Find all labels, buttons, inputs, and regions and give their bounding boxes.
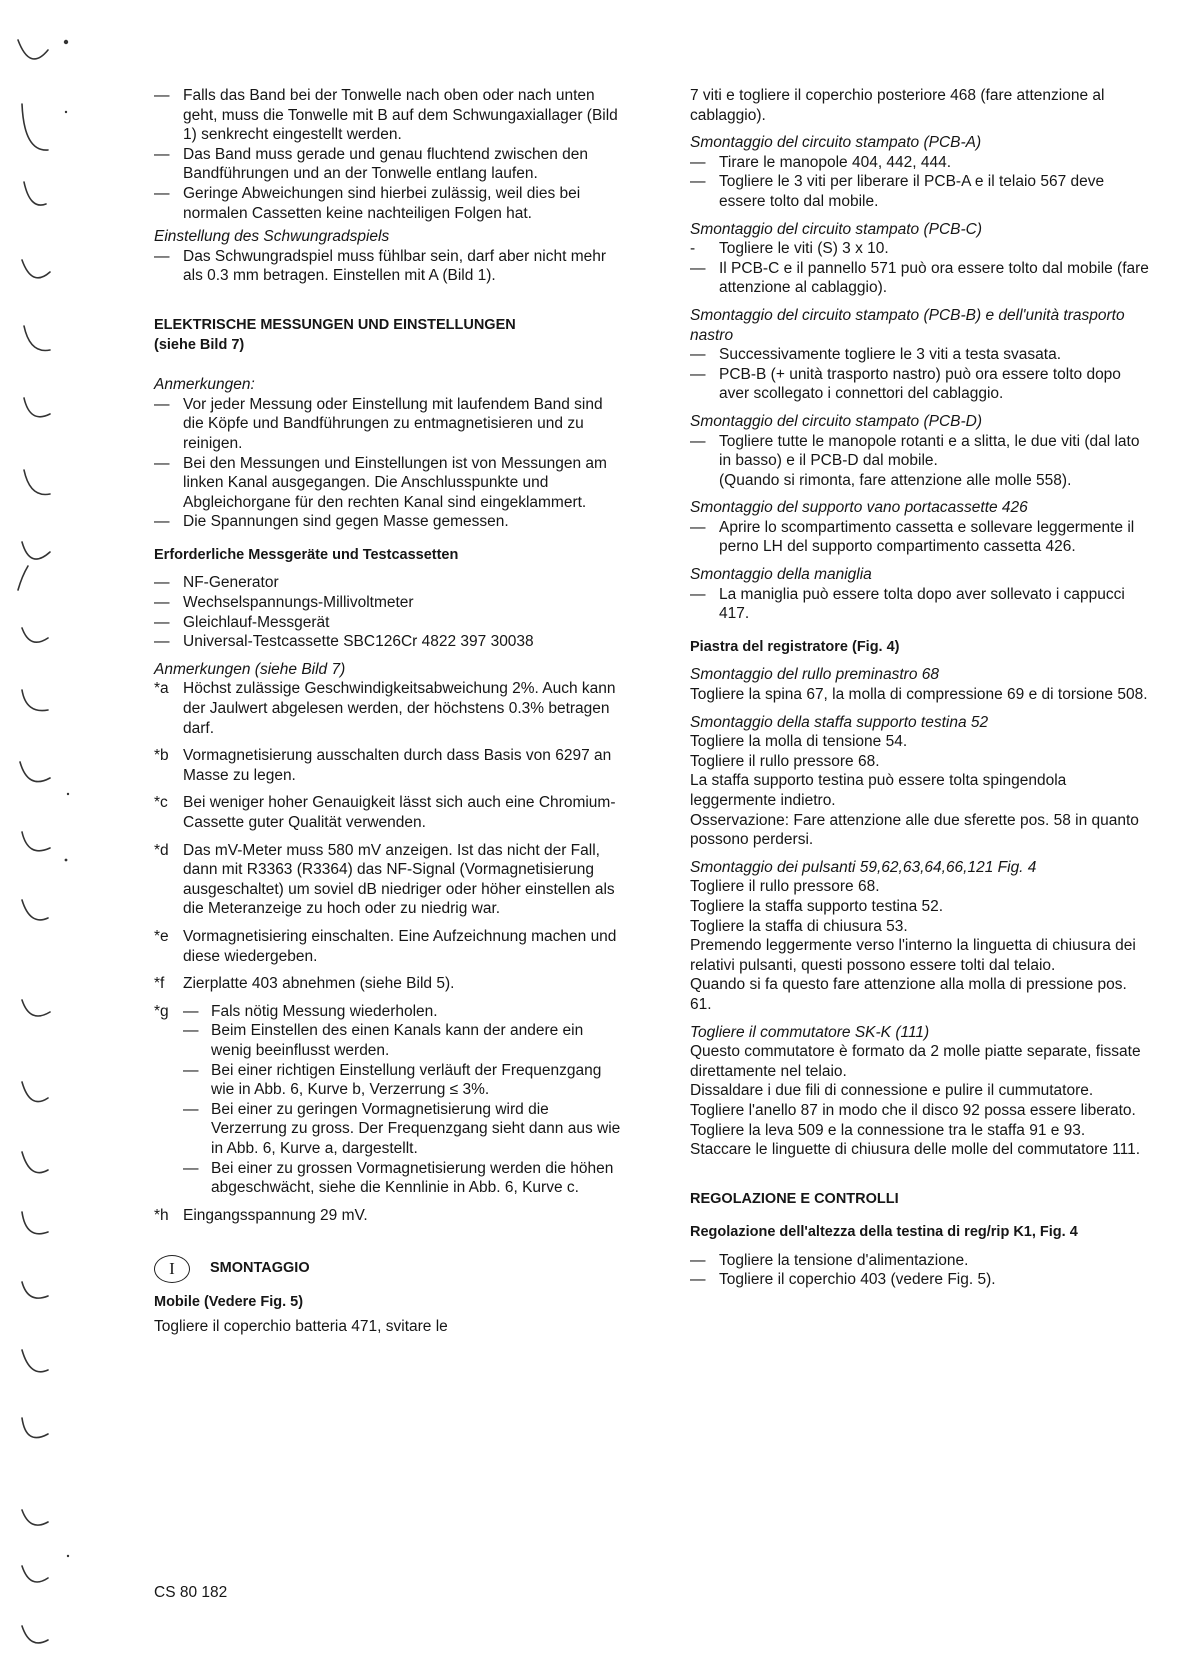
intro-item: — Falls das Band bei der Tonwelle nach oben oder nach unten geht, muss die Tonwelle mit B auf dem Schwungaxiallager (Bild 1) senkrecht eingestellt werden. [154, 87, 618, 144]
messgeraet-item: — Wechselspannungs-Millivoltmeter [154, 594, 414, 612]
section-heading: Smontaggio del circuito stampato (PCB-A) [690, 134, 982, 152]
section-item: — Aprire lo scompartimento cassetta e sollevare leggermente il perno LH del supporto compartimento cassetta 426. [690, 518, 1135, 556]
binder-marks [0, 0, 90, 1680]
left-column [154, 86, 624, 1336]
staffa-line: Togliere il rullo pressore 68. [690, 752, 880, 770]
document-code: CS 80 182 [154, 1584, 228, 1601]
elektrische-heading: ELEKTRISCHE MESSUNGEN UND EINSTELLUNGEN [154, 316, 516, 333]
piastra-heading: Piastra del registratore (Fig. 4) [690, 638, 900, 655]
right-column [690, 86, 1150, 1290]
altezza-item: — Togliere la tensione d'alimentazione. [690, 1251, 969, 1269]
note-g-item: — Fals nötig Messung wiederholen. [183, 1002, 438, 1020]
section-item: (Quando si rimonta, fare attenzione alle molle 558). [719, 471, 1072, 489]
section-item: - Togliere le viti (S) 3 x 10. [690, 240, 889, 258]
staffa-heading: Smontaggio della staffa supporto testina 52 [690, 713, 989, 731]
section-item: — Togliere le 3 viti per liberare il PCB-A e il telaio 567 deve essere tolto dal mobile. [690, 173, 1105, 210]
messgeraet-item: — NF-Generator [154, 574, 279, 592]
commutatore-line: Questo commutatore è formato da 2 molle piatte separate, fissate direttamente nel telaio. [690, 1043, 1141, 1080]
section-heading: Smontaggio del circuito stampato (PCB-C) [690, 220, 983, 238]
mobile-text: Togliere il coperchio batteria 471, svitare le [154, 1317, 448, 1335]
messgeraet-item: — Universal-Testcassette SBC126Cr 4822 397 30038 [154, 633, 534, 651]
note-b: *b Vormagnetisierung ausschalten durch dass Basis von 6297 an Masse zu legen. [154, 747, 612, 784]
anmerkungen-heading: Anmerkungen: [154, 376, 255, 394]
note-g-item: — Bei einer zu geringen Vormagnetisierung wird die Verzerrung zu gross. Der Frequenzgang sieht dann aus wie in Abb. 6, Kurve a, dargestellt. [183, 1100, 621, 1157]
regolazione-heading: REGOLAZIONE E CONTROLLI [690, 1190, 899, 1207]
mobile-continued-text: 7 viti e togliere il coperchio posteriore 468 (fare attenzione al cablaggio). [690, 87, 1105, 124]
staffa-line: La staffa supporto testina può essere tolta spingendola leggermente indietro. [690, 772, 1067, 809]
note-f: *f Zierplatte 403 abnehmen (siehe Bild 5). [154, 975, 455, 993]
staffa-line: Osservazione: Fare attenzione alle due sferette pos. 58 in quanto possono perdersi. [690, 811, 1139, 849]
commutatore-line: Togliere la leva 509 e la connessione tra le staffa 91 e 93. [690, 1121, 1086, 1139]
commutatore-line: Staccare le linguette di chiusura delle molle del commutatore 111. [690, 1141, 1141, 1159]
altezza-item: — Togliere il coperchio 403 (vedere Fig. 5). [690, 1271, 996, 1289]
pulsanti-line: Premendo leggermente verso l'interno la linguetta di chiusura dei relativi pulsanti, questi possono essere tolti dal telaio. [690, 937, 1136, 974]
pulsanti-line: Togliere la staffa di chiusura 53. [690, 917, 908, 935]
intro-item: — Geringe Abweichungen sind hierbei zulässig, weil dies bei normalen Cassetten keine nachteiligen Folgen hat. [154, 184, 581, 222]
section-heading: Smontaggio del supporto vano portacassette 426 [690, 499, 1028, 517]
note-e: *e Vormagnetisiering einschalten. Eine Aufzeichnung machen und diese wiedergeben. [154, 927, 617, 965]
language-badge-italian: I [154, 1255, 190, 1283]
pulsanti-line: Quando si fa questo fare attenzione alla molla di pressione pos. 61. [690, 976, 1127, 1013]
note-a: *a Höchst zulässige Geschwindigkeitsabweichung 2%. Auch kann der Jaulwert abgelesen werden, der höchstens 0.3% betragen darf. [154, 680, 616, 737]
section-item: — Il PCB-C e il pannello 571 può ora essere tolto dal mobile (fare attenzione al cablaggio). [690, 259, 1149, 297]
pulsanti-line: Togliere il rullo pressore 68. [690, 878, 880, 896]
rullo-text: Togliere la spina 67, la molla di compressione 69 e di torsione 508. [690, 686, 1148, 704]
messgeraete-heading: Erforderliche Messgeräte und Testcassetten [154, 546, 459, 563]
note-g-item: — Bei einer zu grossen Vormagnetisierung werden die höhen abgeschwächt, siehe die Kennlinie in Abb. 6, Kurve c. [183, 1159, 614, 1197]
section-heading: Smontaggio del circuito stampato (PCB-D) [690, 412, 983, 430]
messgeraet-item: — Gleichlauf-Messgerät [154, 613, 330, 631]
note-c: *c Bei weniger hoher Genauigkeit lässt sich auch eine Chromium-Cassette guter Qualität verwenden. [154, 794, 616, 831]
commutatore-line: Togliere l'anello 87 in modo che il disco 92 possa essere liberato. [690, 1101, 1136, 1119]
anmerkungen-bild7-heading: Anmerkungen (siehe Bild 7) [154, 660, 346, 678]
section-heading: Smontaggio del circuito stampato (PCB-B) e dell'unità trasporto nastro [690, 306, 1125, 344]
note-g-item: — Bei einer richtigen Einstellung verläuft der Frequenzgang wie in Abb. 6, Kurve b, Verzerrung ≤ 3%. [183, 1061, 602, 1099]
section-heading: Smontaggio della maniglia [690, 566, 872, 584]
note-g-item: — Beim Einstellen des einen Kanals kann der andere ein wenig beeinflusst werden. [183, 1022, 584, 1059]
section-item: — La maniglia può essere tolta dopo aver sollevato i cappucci 417. [690, 585, 1125, 623]
anmerkung-item: — Vor jeder Messung oder Einstellung mit laufendem Band sind die Köpfe und Bandführungen zu entmagnetisieren und zu reinigen. [154, 395, 603, 452]
note-g: *g — Fals nötig Messung wiederholen. — Beim Einstellen des einen Kanals kann der andere ein wenig beeinflusst werden. — Bei einer richtigen Einstellung verläuft der Frequenzgang wie in Abb. 6, Kurve b, Verzerrung ≤ 3%. — Bei einer zu geringen Vormagnetisierung wird die Verzerrung zu gross. Der Frequenzgang sieht dann aus wie in Abb. 6, Kurve a, dargestellt. — Bei einer zu grossen Vormagnetisierung werden die höhen abgeschwächt, siehe die Kennlinie in Abb. 6, Kurve c. [154, 1002, 624, 1198]
smontaggio-heading: SMONTAGGIO [210, 1260, 310, 1277]
altezza-heading: Regolazione dell'altezza della testina di reg/rip K1, Fig. 4 [690, 1224, 1078, 1241]
section-item: — Successivamente togliere le 3 viti a testa svasata. [690, 346, 1062, 364]
schwung-heading: Einstellung des Schwungradspiels [154, 228, 390, 246]
elektrische-subheading: (siehe Bild 7) [154, 336, 245, 353]
section-item: — Togliere tutte le manopole rotanti e a slitta, le due viti (dal lato in basso) e il PCB-D dal mobile. [690, 432, 1140, 470]
note-h: *h Eingangsspannung 29 mV. [154, 1206, 368, 1224]
staffa-line: Togliere la molla di tensione 54. [690, 733, 908, 751]
commutatore-line: Dissaldare i due fili di connessione e pulire il cummutatore. [690, 1082, 1094, 1100]
commutatore-heading: Togliere il commutatore SK-K (111) [690, 1023, 930, 1041]
note-d: *d Das mV-Meter muss 580 mV anzeigen. Ist das nicht der Fall, dann mit R3363 (R3364) das NF-Signal (Vormagnetisierung ausgeschaltet) um soviel dB niedriger oder höher einstellen als die Meteranzeige zu hoch oder zu niedrig war. [154, 841, 615, 918]
intro-item: — Das Band muss gerade und genau fluchtend zwischen den Bandführungen und an der Tonwelle entlang laufen. [154, 145, 588, 183]
anmerkung-item: — Die Spannungen sind gegen Masse gemessen. [154, 513, 509, 531]
pulsanti-heading: Smontaggio dei pulsanti 59,62,63,64,66,121 Fig. 4 [690, 858, 1037, 876]
rullo-heading: Smontaggio del rullo preminastro 68 [690, 666, 939, 684]
mobile-heading: Mobile (Vedere Fig. 5) [154, 1294, 304, 1311]
section-item: — PCB-B (+ unità trasporto nastro) può ora essere tolto dopo aver scollegato i connettori del cablaggio. [690, 365, 1121, 403]
section-item: — Tirare le manopole 404, 442, 444. [690, 153, 952, 171]
pulsanti-line: Togliere la staffa supporto testina 52. [690, 897, 944, 915]
smontaggio-section [154, 1255, 624, 1283]
anmerkung-item: — Bei den Messungen und Einstellungen ist von Messungen am linken Kanal ausgegangen. Die Anschlusspunkte und Abgleichorgane für den rechten Kanal sind eingeklammert. [154, 454, 607, 511]
schwung-item: — Das Schwungradspiel muss fühlbar sein, darf aber nicht mehr als 0.3 mm betragen. Einstellen mit A (Bild 1). [154, 247, 607, 285]
